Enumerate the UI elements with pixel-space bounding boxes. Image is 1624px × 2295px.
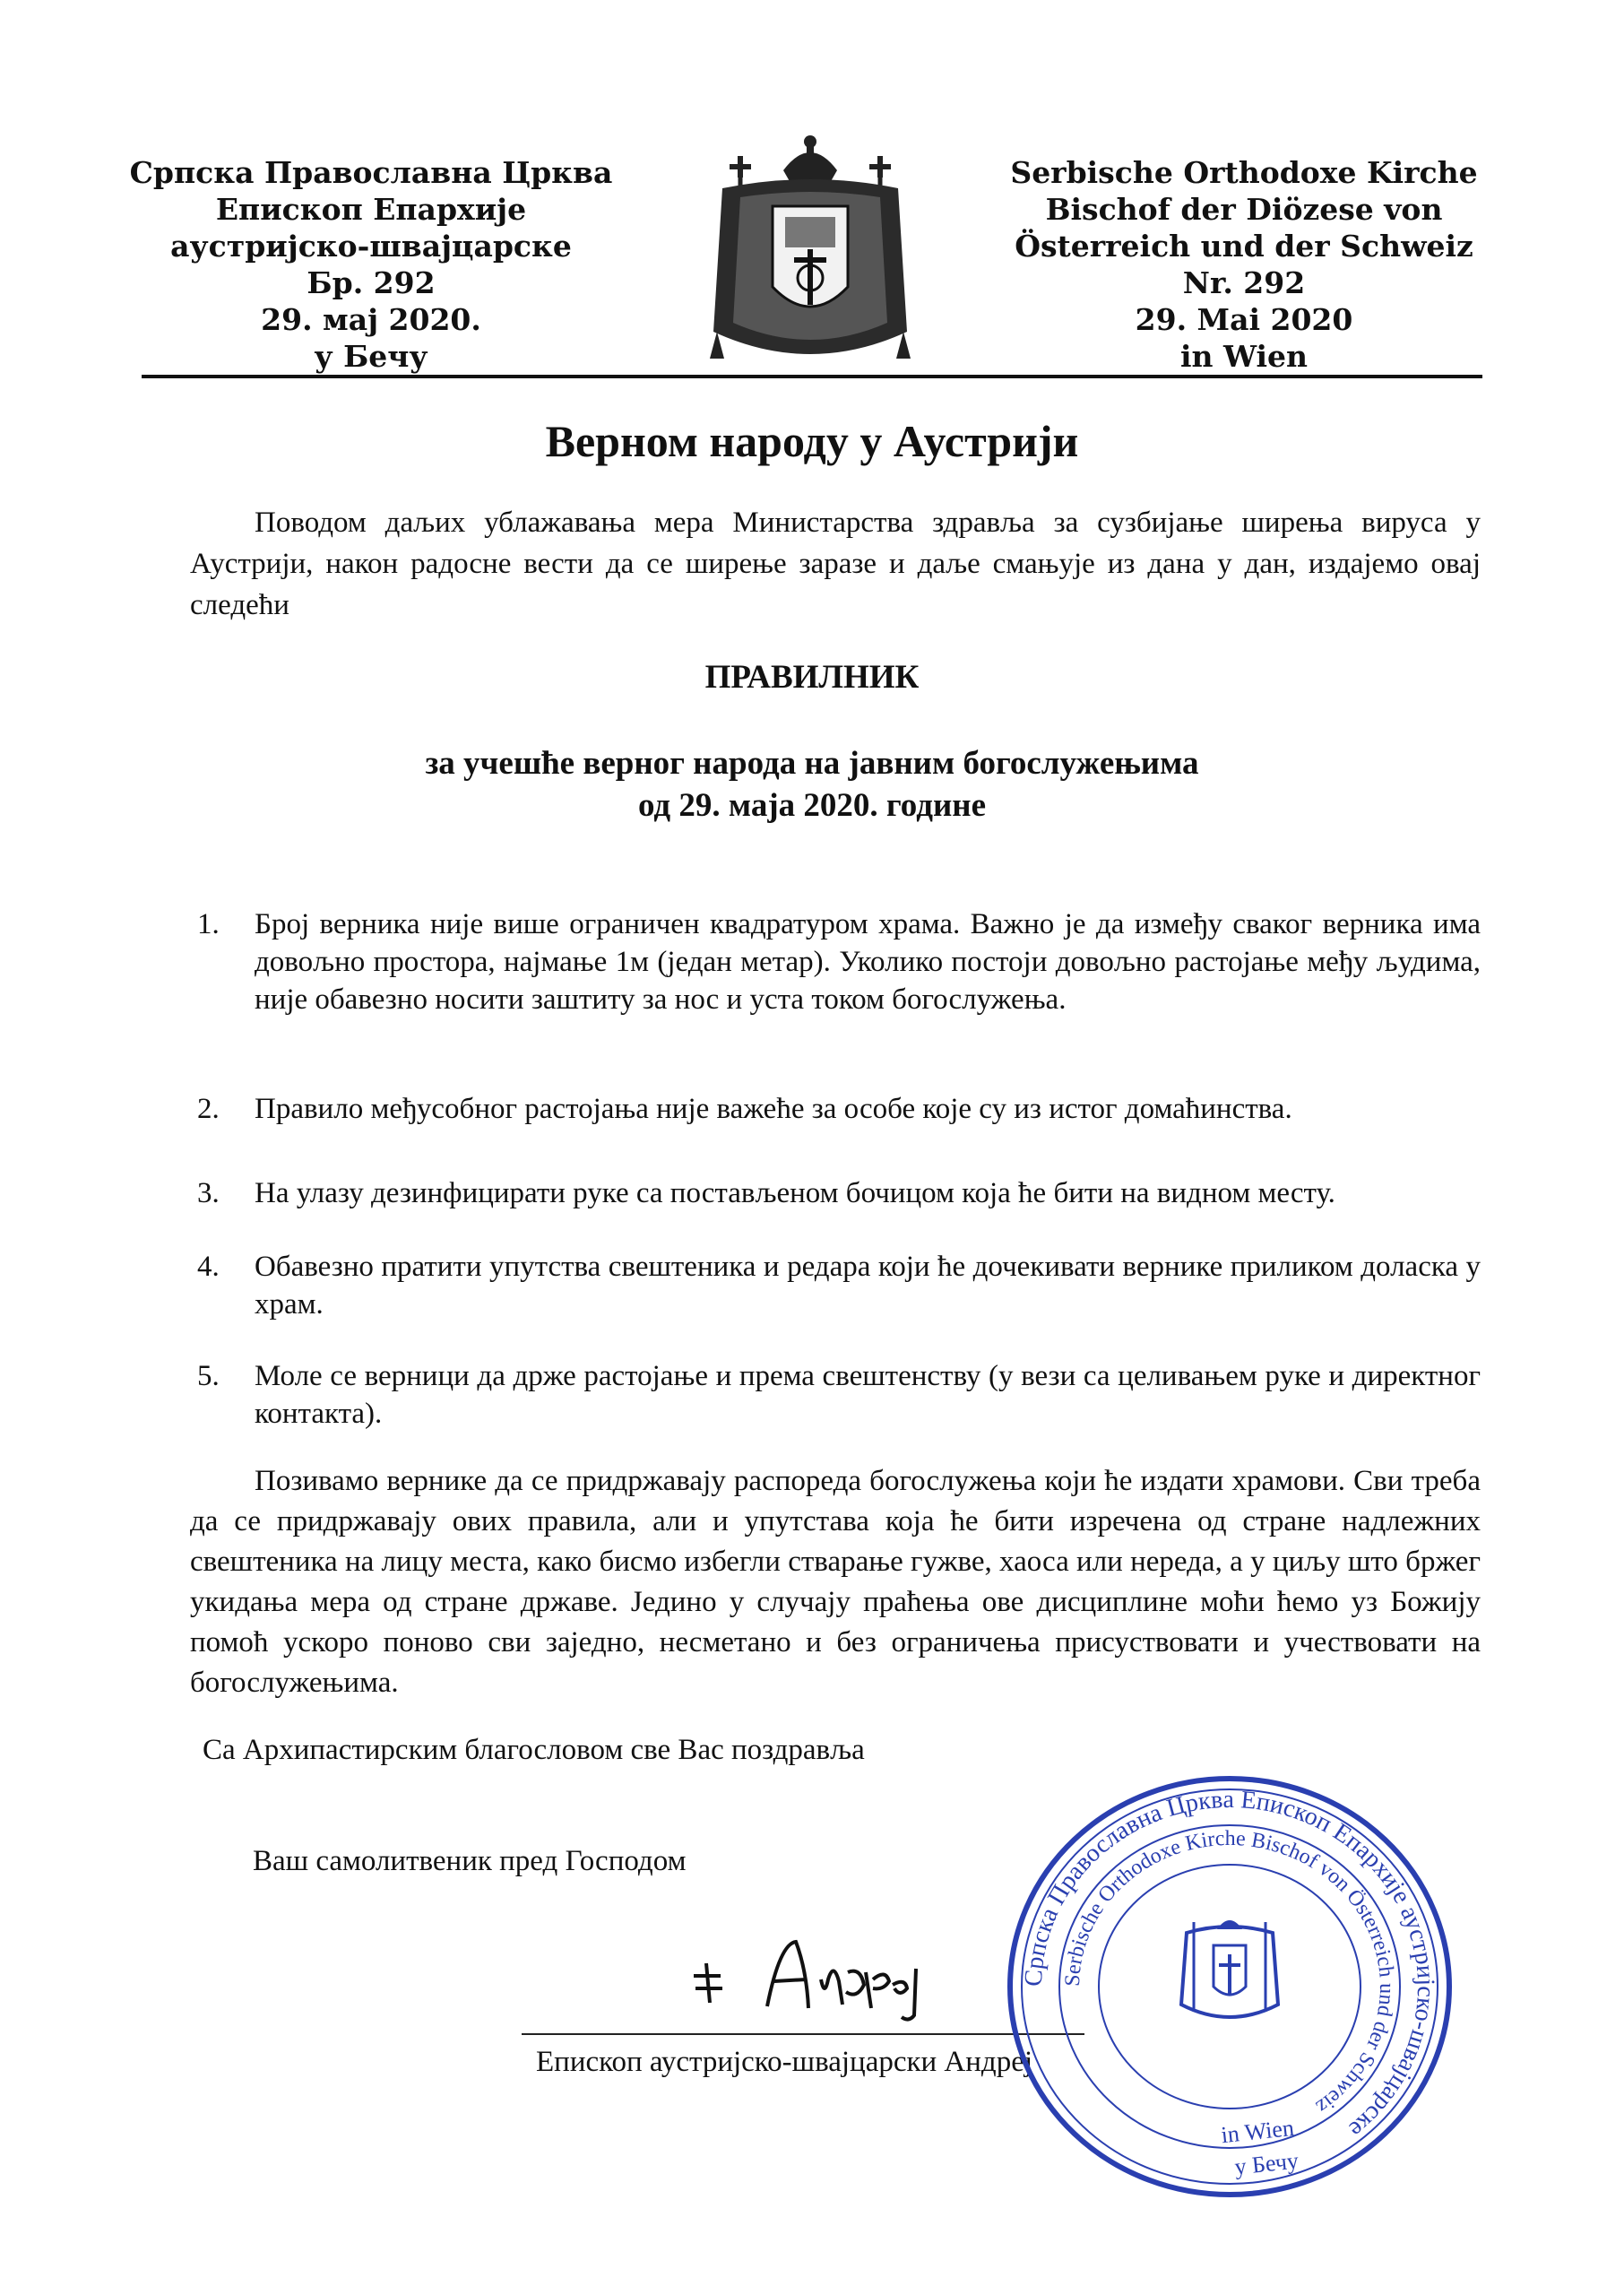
list-item-text: На улазу дезинфицирати руке са постављеном бочицом која ће бити на видном месту. [255,1177,1335,1209]
list-item-number: 4. [197,1251,220,1283]
rulebook-subtitle-line1: за учешће верног народа на јавним богослужењима [425,745,1199,782]
list-item-number: 3. [197,1177,220,1209]
list-item [197,1090,1481,1128]
list-item-number: 5. [197,1360,220,1392]
header-german [993,154,1495,375]
list-item-text: Обавезно пратити упутства свештеника и редара који ће дочекивати вернике приликом доласка у храм. [255,1251,1481,1321]
header-serbian-place: у Бечу [314,339,428,374]
seal-coat-icon [1181,1920,1278,2017]
intro-text: Поводом даљих ублажавања мера Министарства здравља за сузбијање ширења вируса у Аустрији, након радосне вести да се ширење заразе и даље смањује из дана у дан, издајемо овај следећи [190,507,1481,621]
handwritten-signature [681,1926,950,2024]
list-item-number: 2. [197,1093,220,1125]
signature-name: Епископ аустријско-швајцарски Андреј [536,2046,1033,2078]
header-german-place: in Wien [1179,339,1309,374]
coat-of-arms-icon [704,134,916,373]
closing-text: Позивамо вернике да се придржавају распореда богослужења који ће издати храмови. Сви треба да се придржавају ових правила, али и упутстава која ће бити изречена од стране надлежних свештеника на лицу места, како бисмо избегли стварање гужве, хаоса или нереда, а у циљу што бржег укидања мера од стране државе. Једино у случају праћења ове дисциплине моћи ћемо уз Божију помоћ ускоро поново сви заједно, несметано и без ограничења присуствовати и учествовати на богослужењима. [190,1465,1481,1699]
list-item [197,905,1481,1018]
list-item [197,1174,1481,1212]
header-serbian-date: 29. мај 2020. [261,302,481,337]
list-item-text: Број верника није више ограничен квадратуром храма. Важно је да између сваког верника има довољно простора, најмање 1м (један метар). Уколико постоји довољно растојање међу људима, није обавезно носити заштиту за нос и уста током богослужења. [255,908,1481,1016]
header-serbian-number: Бр. 292 [307,265,436,300]
header-serbian-line3: аустријско-швајцарске [170,229,572,264]
list-item-text: Правило међусобног растојања није важеће за особе које су из истог домаћинства. [255,1093,1292,1125]
seal-inner-text: Serbische Orthodoxe Kirche Bischof von Österreich und der Schweiz [1060,1826,1399,2119]
header-serbian-line1: Српска Православна Црква [129,155,613,190]
header-german-line2: Bischof der Diözese von [1045,192,1443,227]
header-divider [142,375,1482,378]
header-german-line3: Österreich und der Schweiz [1015,229,1473,264]
seal-city-sr: у Бечу [1233,2147,1300,2180]
header-german-line1: Serbische Orthodoxe Kirche [1010,155,1478,190]
closing-paragraph [190,1461,1481,1703]
servant-line: Ваш самолитвеник пред Господом [253,1845,687,1877]
rulebook-subtitle-line2: од 29. маја 2020. године [637,787,986,824]
header-german-number: Nr. 292 [1182,265,1306,300]
official-seal-stamp [997,1762,1463,2211]
seal-city-de: in Wien [1220,2114,1296,2149]
list-item [197,1248,1481,1323]
rulebook-title: ПРАВИЛНИК [704,659,920,696]
intro-paragraph [190,502,1481,626]
list-item [197,1357,1481,1433]
seal-outer-text: Српска Православна Црква Епископ Епархије аустријско-швајцарске [1019,1785,1440,2143]
header-serbian [120,154,622,375]
greeting-line: Са Архипастирским благословом све Вас поздравља [203,1734,865,1766]
header-german-date: 29. Mai 2020 [1135,302,1353,337]
list-item-number: 1. [197,908,220,940]
rulebook-subtitle [0,742,1624,827]
page-title: Верном народу у Аустрији [545,416,1079,466]
header-serbian-line2: Епископ Епархије [215,192,527,227]
list-item-text: Моле се верници да држе растојање и према свештенству (у вези са целивањем руке и директног контакта). [255,1360,1481,1430]
